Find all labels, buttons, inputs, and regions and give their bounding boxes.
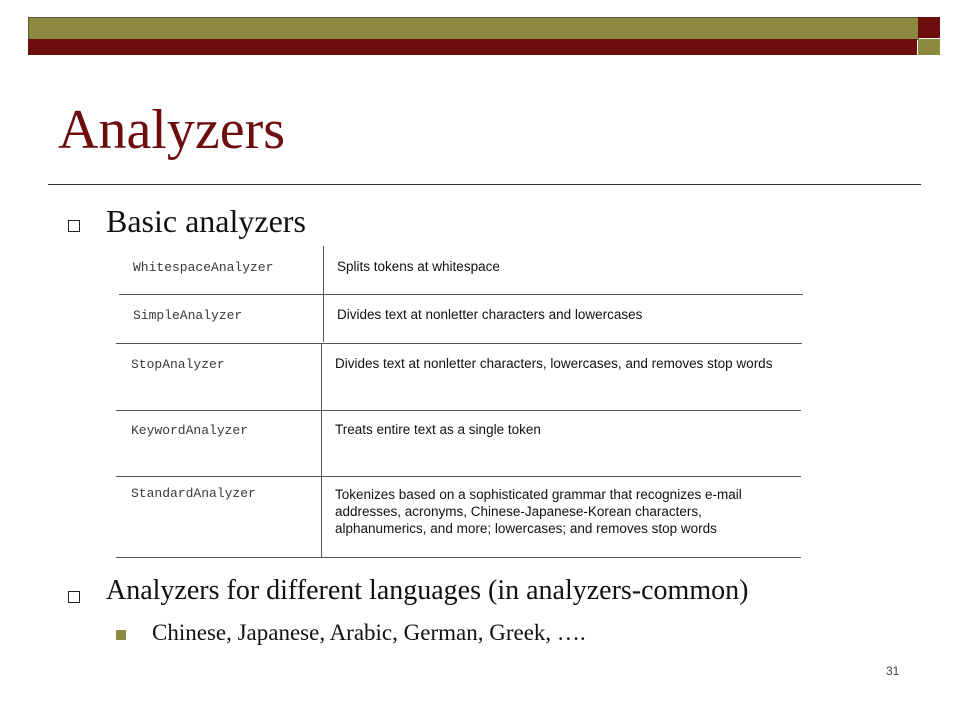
hollow-square-bullet-icon [68,591,80,603]
row-divider [116,410,801,411]
row-divider [119,294,803,295]
banner-olive-bar [28,17,919,40]
title-divider [48,184,921,185]
row-divider [116,476,801,477]
analyzer-description: Splits tokens at whitespace [337,259,500,274]
analyzer-name: StandardAnalyzer [131,486,256,501]
analyzer-table [116,246,804,560]
banner-red-square [918,17,940,38]
bullet-basic-analyzers: Basic analyzers [106,203,306,239]
analyzer-description: Divides text at nonletter characters, lowercases, and removes stop words [335,356,773,371]
row-divider [116,557,801,558]
filled-square-bullet-icon [116,630,126,640]
sub-bullet-languages: Chinese, Japanese, Arabic, German, Greek, …. [152,620,586,645]
row-divider [116,343,802,344]
analyzer-name: WhitespaceAnalyzer [133,260,274,275]
analyzer-name: SimpleAnalyzer [133,308,243,323]
analyzer-description: Tokenizes based on a sophisticated grammar that recognizes e-mail addresses, acronyms, Chinese-Japanese-Korean characters, alphanumerics, and more; lowercases; and removes stop words [335,487,742,536]
banner-red-bar [28,39,917,55]
bullet-language-analyzers: Analyzers for different languages (in analyzers-common) [106,575,749,606]
column-divider [321,343,322,558]
hollow-square-bullet-icon [68,220,80,232]
analyzer-name: StopAnalyzer [131,357,225,372]
analyzer-description: Divides text at nonletter characters and lowercases [337,307,643,322]
analyzer-name: KeywordAnalyzer [131,423,249,438]
banner-olive-square [918,39,940,55]
page-number: 31 [886,664,900,678]
analyzer-description: Treats entire text as a single token [335,422,541,437]
slide-title: Analyzers [58,99,286,161]
